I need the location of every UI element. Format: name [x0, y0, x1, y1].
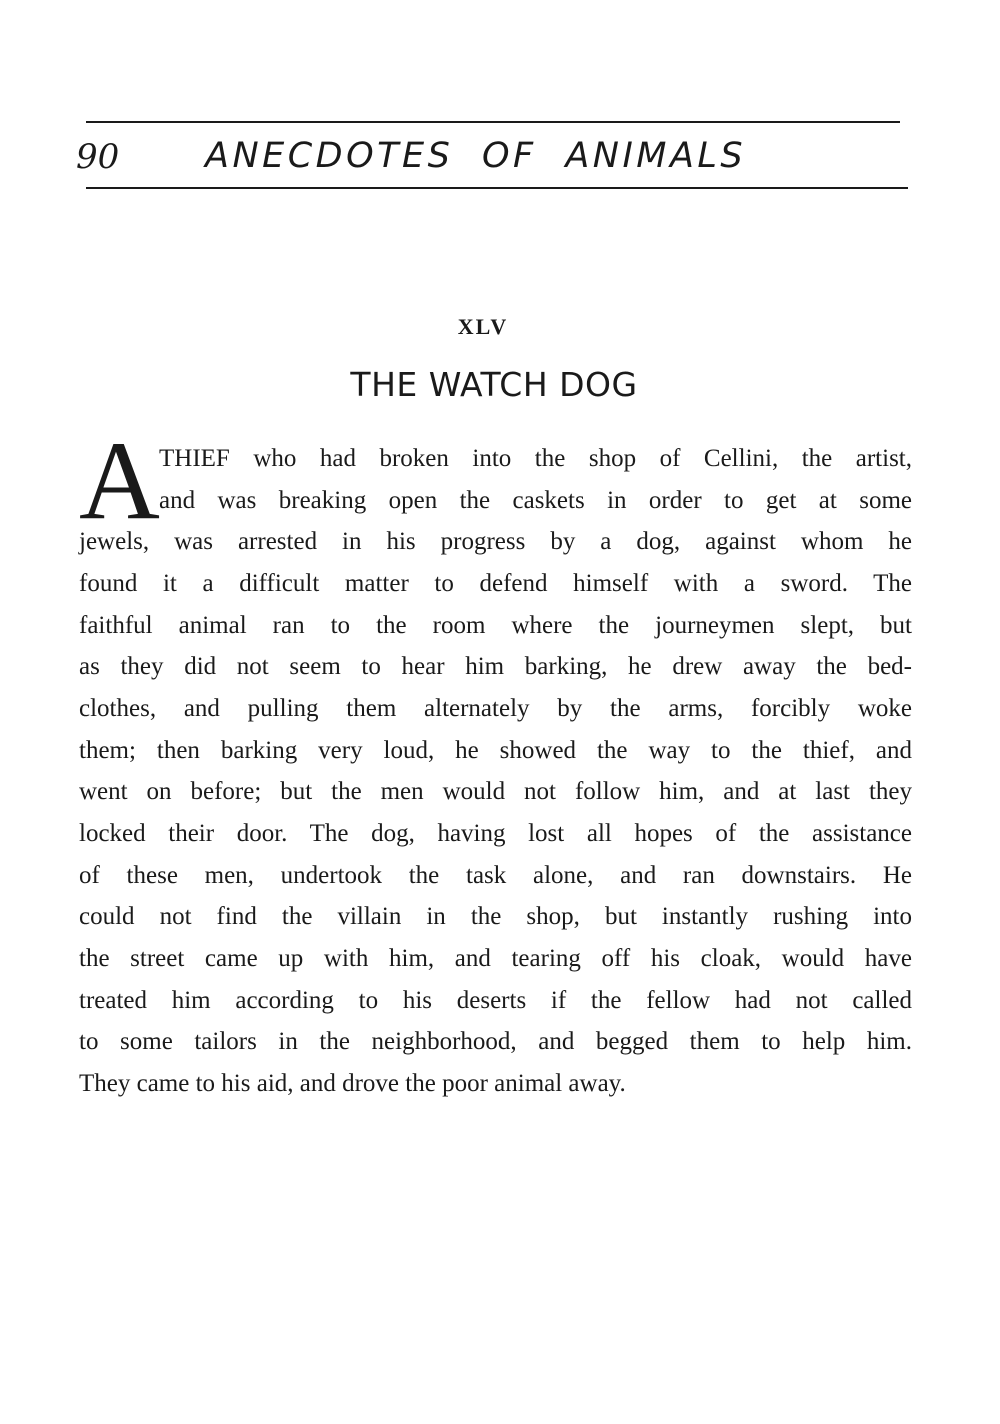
story-line: THIEF who had broken into the shop of Cellini, the artist,	[159, 445, 912, 472]
story-line: and was breaking open the caskets in order to get at some	[159, 487, 912, 514]
story-line: went on before; but the men would not follow him, and at last they	[79, 778, 912, 805]
header-bottom-rule	[86, 187, 908, 189]
story-line: faithful animal ran to the room where the journeymen slept, but	[79, 612, 912, 639]
chapter-numeral: XLV	[457, 314, 509, 339]
page-number: 90	[76, 137, 120, 177]
running-head	[0, 131, 1000, 183]
story-line: jewels, was arrested in his progress by a dog, against whom he	[79, 528, 912, 555]
chapter-title: THE WATCH DOG	[350, 365, 638, 404]
running-title: ANECDOTES OF ANIMALS	[205, 136, 747, 176]
header-top-rule	[86, 121, 900, 123]
story-line: to some tailors in the neighborhood, and begged them to help him.	[79, 1028, 912, 1055]
story-line: the street came up with him, and tearing off his cloak, would have	[79, 945, 912, 972]
story-line: as they did not seem to hear him barking, he drew away the bed-	[79, 653, 912, 680]
story-line: of these men, undertook the task alone, and ran downstairs. He	[79, 862, 912, 889]
drop-cap: A	[79, 419, 160, 543]
story-line: locked their door. The dog, having lost all hopes of the assistance	[79, 820, 912, 847]
story-line: clothes, and pulling them alternately by the arms, forcibly woke	[79, 695, 912, 722]
story-line: them; then barking very loud, he showed the way to the thief, and	[79, 737, 912, 764]
story-line: treated him according to his deserts if the fellow had not called	[79, 987, 912, 1014]
story-line: found it a difficult matter to defend himself with a sword. The	[79, 570, 912, 597]
story-line: could not find the villain in the shop, but instantly rushing into	[79, 903, 912, 930]
story-line: They came to his aid, and drove the poor animal away.	[79, 1070, 626, 1097]
